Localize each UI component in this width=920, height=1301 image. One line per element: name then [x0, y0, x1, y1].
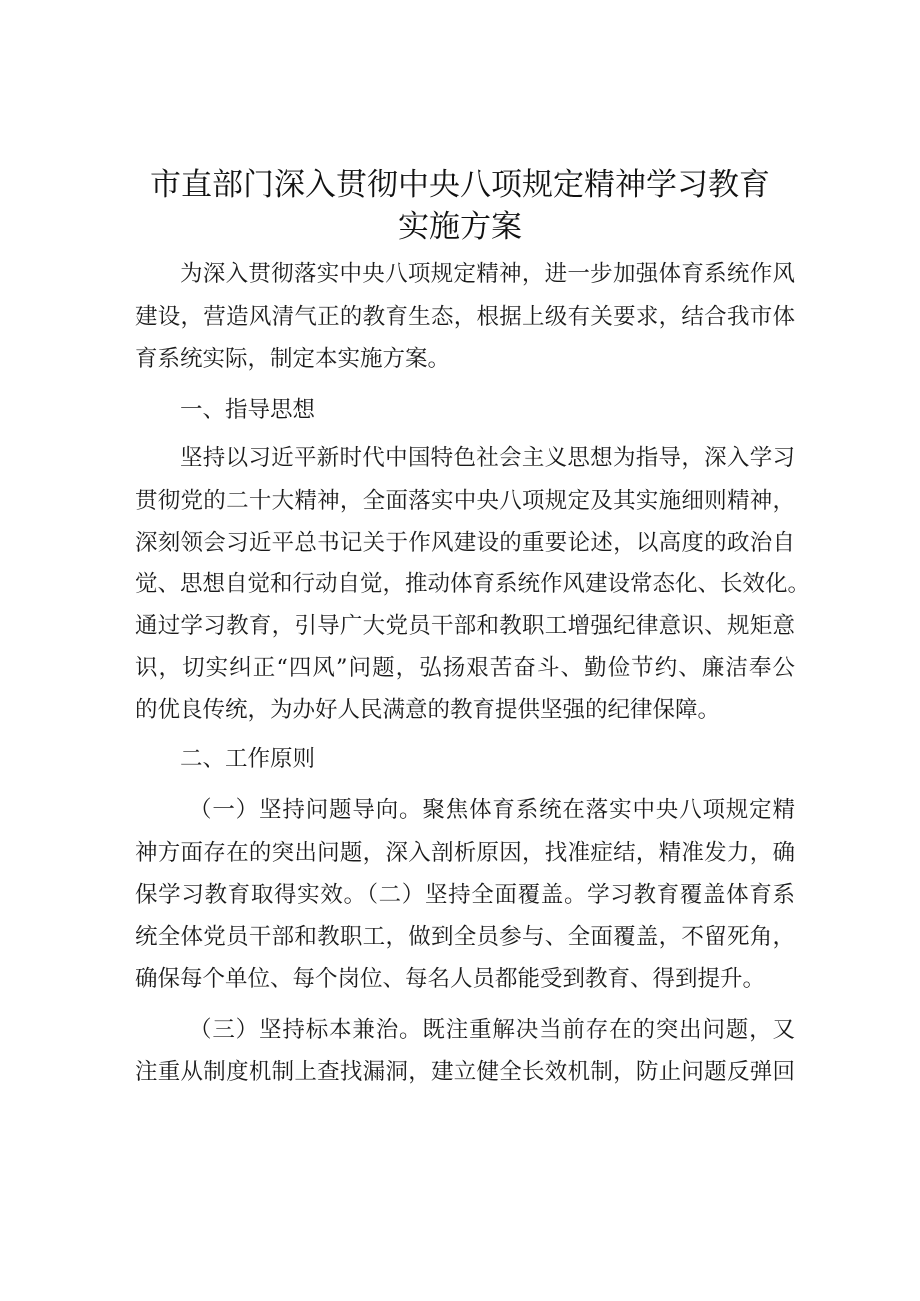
section2-para1-line-4: 统全体党员干部和教职工，做到全员参与、全面覆盖，不留死角， — [135, 924, 795, 950]
section1-line-6: 识，切实纠正“四风”问题，弘扬艰苦奋斗、勤俭节约、廉洁奉公 — [135, 655, 795, 681]
section1-line-4: 觉、思想自觉和行动自觉，推动体育系统作风建设常态化、长效化。 — [135, 571, 811, 597]
section2-para2-line-2: 注重从制度机制上查找漏洞，建立健全长效机制，防止问题反弹回 — [135, 1059, 795, 1085]
section-heading-work-principles: 二、工作原则 — [180, 746, 316, 772]
section1-line-2: 贯彻党的二十大精神，全面落实中央八项规定及其实施细则精神， — [135, 488, 795, 514]
section2-para1-line-5: 确保每个单位、每个岗位、每名人员都能受到教育、得到提升。 — [135, 966, 766, 992]
section1-line-3: 深刻领会习近平总书记关于作风建设的重要论述，以高度的政治自 — [135, 530, 795, 556]
section-heading-guiding-thought: 一、指导思想 — [180, 397, 316, 423]
intro-line-3: 育系统实际，制定本实施方案。 — [135, 346, 451, 372]
intro-line-2: 建设，营造风清气正的教育生态，根据上级有关要求，结合我市体 — [135, 304, 795, 330]
document-title-line-1: 市直部门深入贯彻中央八项规定精神学习教育 — [150, 167, 770, 203]
section2-para1-line-3: 保学习教育取得实效。（二）坚持全面覆盖。学习教育覆盖体育系 — [135, 882, 795, 908]
intro-line-1: 为深入贯彻落实中央八项规定精神，进一步加强体育系统作风 — [180, 261, 795, 287]
section2-para1-line-1: （一）坚持问题导向。聚焦体育系统在落实中央八项规定精 — [189, 797, 795, 823]
section1-line-5: 通过学习教育，引导广大党员干部和教职工增强纪律意识、规矩意 — [135, 613, 795, 639]
section2-para1-line-2: 神方面存在的突出问题，深入剖析原因，找准症结，精准发力，确 — [135, 840, 795, 866]
section1-line-1: 坚持以习近平新时代中国特色社会主义思想为指导，深入学习 — [180, 445, 795, 471]
section1-line-7: 的优良传统，为办好人民满意的教育提供坚强的纪律保障。 — [135, 697, 721, 723]
section2-para2-line-1: （三）坚持标本兼治。既注重解决当前存在的突出问题，又 — [189, 1017, 795, 1043]
document-title-line-2: 实施方案 — [398, 209, 522, 245]
